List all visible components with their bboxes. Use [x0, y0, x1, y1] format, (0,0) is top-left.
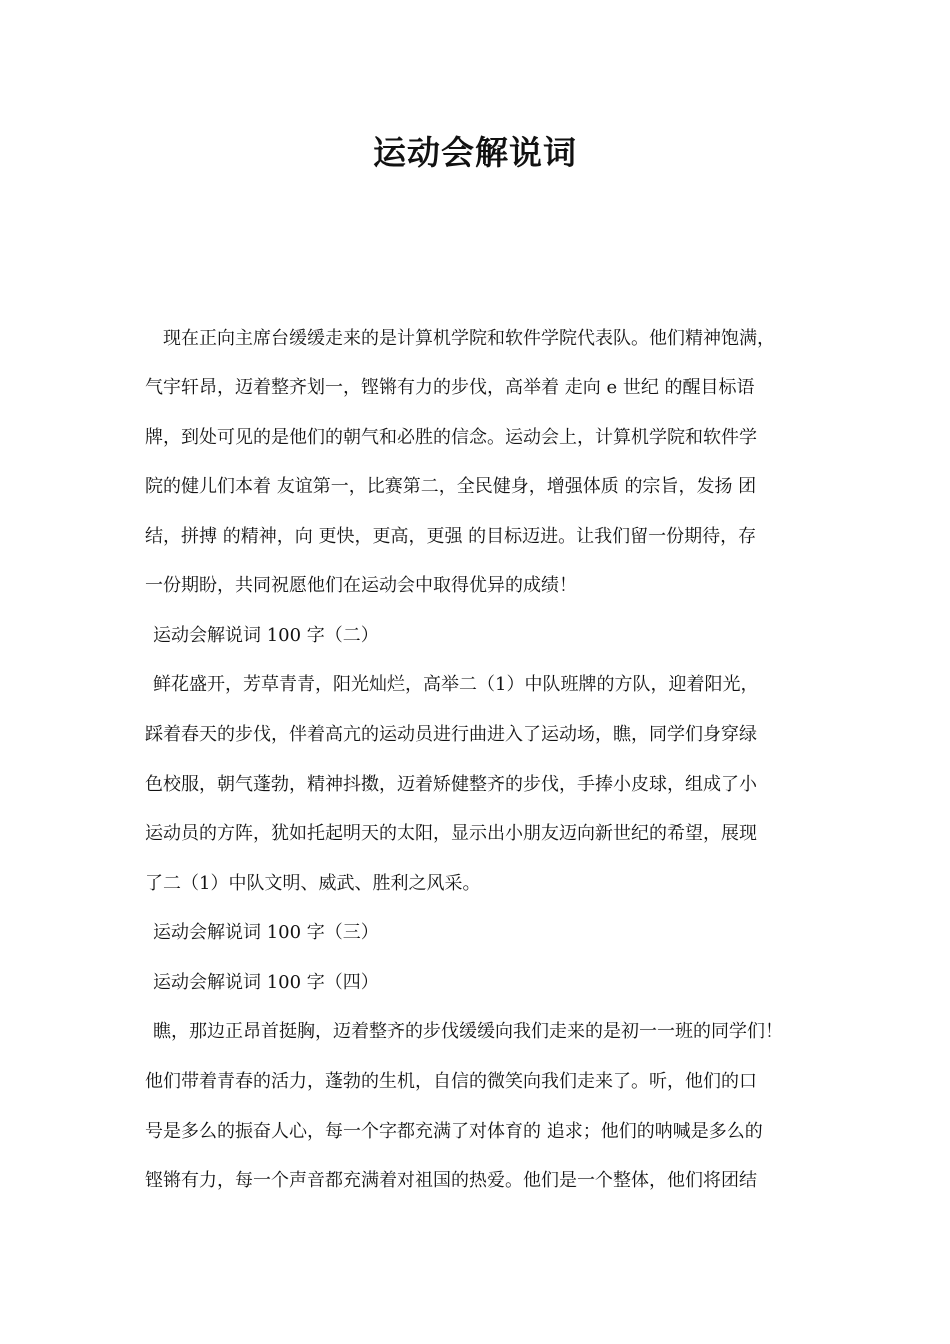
- paragraph-line: 牌，到处可见的是他们的朝气和必胜的信念。运动会上，计算机学院和软件学: [145, 427, 757, 448]
- paragraph-line: 了二（1）中队文明、威武、胜利之风采。: [145, 873, 481, 894]
- paragraph-line: 运动员的方阵，犹如托起明天的太阳，显示出小朋友迈向新世纪的希望，展现: [145, 823, 757, 844]
- paragraph-line: 铿锵有力，每一个声音都充满着对祖国的热爱。他们是一个整体，他们将团结: [145, 1170, 757, 1191]
- paragraph-line: 一份期盼，共同祝愿他们在运动会中取得优异的成绩！: [145, 575, 577, 596]
- document-title: 运动会解说词: [373, 133, 577, 172]
- paragraph-line: 气宇轩昂，迈着整齐划一，铿锵有力的步伐，高举着 走向 e 世纪 的醒目标语: [145, 377, 755, 398]
- section-heading: 运动会解说词 100 字（二）: [153, 625, 379, 646]
- section-heading: 运动会解说词 100 字（三）: [153, 922, 379, 943]
- paragraph-line: 踩着春天的步伐，伴着高亢的运动员进行曲进入了运动场，瞧，同学们身穿绿: [145, 724, 757, 745]
- paragraph-line: 现在正向主席台缓缓走来的是计算机学院和软件学院代表队。他们精神饱满，: [163, 328, 775, 349]
- paragraph-line: 号是多么的振奋人心，每一个字都充满了对体育的 追求；他们的呐喊是多么的: [145, 1121, 763, 1142]
- paragraph-line: 他们带着青春的活力，蓬勃的生机，自信的微笑向我们走来了。听，他们的口: [145, 1071, 757, 1092]
- paragraph-line: 色校服，朝气蓬勃，精神抖擞，迈着矫健整齐的步伐，手捧小皮球，组成了小: [145, 774, 757, 795]
- paragraph-line: 院的健儿们本着 友谊第一，比赛第二，全民健身，增强体质 的宗旨，发扬 团: [145, 476, 757, 497]
- paragraph-line: 结，拼搏 的精神，向 更快，更高，更强 的目标迈进。让我们留一份期待，存: [145, 526, 757, 547]
- paragraph-line: 瞧，那边正昂首挺胸，迈着整齐的步伐缓缓向我们走来的是初一一班的同学们！: [153, 1021, 783, 1042]
- paragraph-line: 鲜花盛开，芳草青青，阳光灿烂，高举二（1）中队班牌的方队，迎着阳光，: [153, 674, 759, 695]
- section-heading: 运动会解说词 100 字（四）: [153, 972, 379, 993]
